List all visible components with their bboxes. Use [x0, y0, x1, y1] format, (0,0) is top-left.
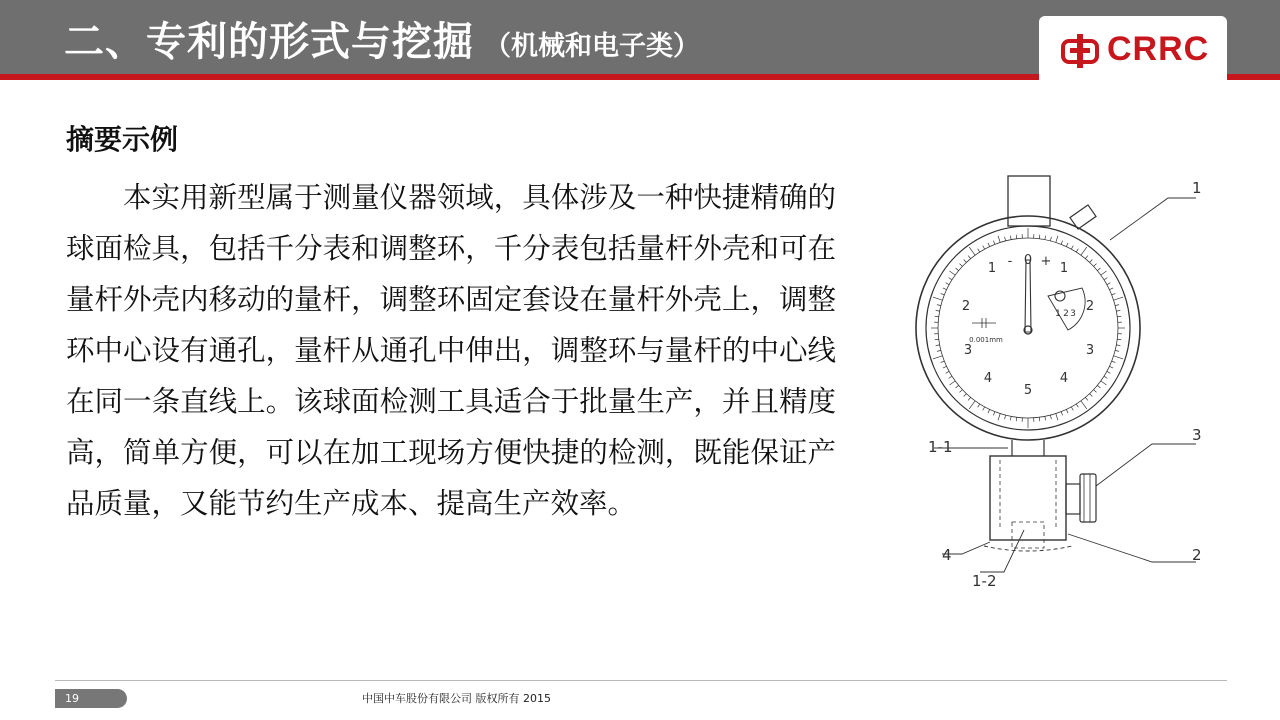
sphere-contact-line	[984, 546, 1072, 551]
sub-dial-number-1: 1	[1055, 309, 1061, 319]
dial-tick	[1016, 417, 1017, 421]
sub-dial-number-2: 2	[1063, 309, 1069, 319]
dial-tick	[1101, 271, 1107, 275]
dial-number-left-3: 3	[963, 343, 973, 358]
abstract-text: 本实用新型属于测量仪器领域，具体涉及一种快捷精确的球面检具，包括千分表和调整环，千分表包括量杆外壳和可在量杆外壳内移动的量杆，调整环固定套设在量杆外壳上，调整环中心设有通孔，量杆从通孔中伸出，调整环与量杆的中心线在同一条直线上。该球面检测工具适合于批量生产，并且精度高，简单方便，可以在加工现场方便快捷的检测，既能保证产品质量，又能节约生产成本、提高生产效率。	[66, 181, 836, 520]
side-screw-knob	[1080, 474, 1096, 522]
dial-tick	[964, 394, 967, 397]
dial-tick	[1039, 417, 1040, 421]
dial-tick	[1117, 316, 1121, 317]
dial-tick	[1115, 350, 1119, 351]
dial-tick	[937, 350, 941, 351]
dial-tick	[1016, 235, 1017, 239]
dial-tick	[959, 264, 962, 267]
dial-tick	[935, 339, 939, 340]
part-label-2: 2	[1192, 546, 1202, 564]
dial-tick	[1066, 409, 1068, 413]
dial-tick	[1109, 366, 1113, 368]
dial-number-left-4: 4	[983, 371, 993, 386]
dial-tick	[968, 397, 971, 400]
dial-tick	[1115, 305, 1119, 306]
dial-gauge-diagram	[900, 168, 1220, 598]
slide-title	[64, 10, 700, 66]
dial-tick	[964, 259, 967, 262]
dial-tick	[937, 305, 941, 306]
dial-tick	[1010, 416, 1011, 420]
dial-tick	[1085, 256, 1088, 259]
dial-tick	[998, 414, 1000, 421]
dial-tick	[933, 297, 943, 300]
dial-tick	[950, 381, 956, 385]
dial-tick	[1066, 243, 1068, 247]
dial-tick	[1056, 414, 1058, 421]
dial-tick	[1097, 385, 1100, 388]
dial-tick	[1005, 415, 1006, 419]
dial-tick	[988, 243, 990, 247]
dial-tick	[1094, 264, 1097, 267]
side-screw-base	[1066, 484, 1080, 514]
dial-tick	[949, 278, 952, 280]
dial-tick	[1071, 407, 1073, 411]
dial-tick	[1116, 310, 1120, 311]
part-label-3: 3	[1192, 426, 1202, 444]
dial-tick	[1116, 345, 1120, 346]
dial-tick	[1081, 401, 1087, 409]
dial-tick	[968, 256, 971, 259]
dial-tick	[1097, 268, 1100, 271]
sub-dial-pivot	[1055, 291, 1065, 301]
dial-tick	[946, 283, 950, 285]
adjustment-ring	[990, 456, 1066, 540]
dial-tick	[1050, 237, 1051, 241]
dial-number-right-2: 2	[1085, 299, 1095, 314]
dial-tick	[998, 236, 1000, 243]
dial-tick	[1114, 356, 1124, 359]
dial-tick	[1050, 415, 1051, 419]
dial-tick	[943, 366, 947, 368]
dial-tick	[1076, 249, 1078, 252]
dial-tick	[1061, 241, 1062, 245]
leader-line-1-2	[980, 530, 1024, 572]
dial-tick	[993, 412, 994, 416]
dial-tick	[978, 249, 980, 252]
dial-tick	[941, 293, 945, 294]
title-main: 二、专利的形式与挖掘	[64, 19, 474, 65]
dial-tick	[1090, 394, 1093, 397]
dial-tick	[1076, 404, 1078, 407]
dial-tick	[941, 361, 945, 362]
logo-text: CRRC	[1107, 30, 1210, 68]
dial-plus: +	[1040, 254, 1052, 269]
page-number-badge: 19	[55, 689, 127, 708]
leader-line-1	[1110, 198, 1196, 240]
dial-outer-ring	[916, 216, 1140, 440]
section-heading: 摘要示例	[66, 123, 179, 156]
crrc-logo-icon	[1061, 32, 1099, 70]
dial-tick	[950, 271, 956, 275]
dial-tick	[1112, 293, 1116, 294]
dial-needle	[1025, 260, 1031, 332]
dial-unit-text: 0.001mm	[969, 336, 1003, 344]
dial-minus: -	[1007, 254, 1013, 269]
dial-tick	[1117, 339, 1121, 340]
dial-number-bottom: 5	[1023, 383, 1033, 398]
dial-tick	[1104, 376, 1107, 378]
leader-line-2	[1068, 534, 1196, 562]
dial-number-right-3: 3	[1085, 343, 1095, 358]
dial-tick	[1112, 361, 1116, 362]
dial-tick	[978, 404, 980, 407]
dial-tick	[1085, 397, 1088, 400]
dial-tick	[983, 407, 985, 411]
dial-tick	[936, 345, 940, 346]
dial-tick	[1094, 390, 1097, 393]
dial-tick	[1039, 235, 1040, 239]
dial-number-top: 0	[1023, 253, 1033, 268]
part-label-4: 4	[942, 546, 952, 564]
dial-tick	[943, 288, 947, 290]
part-label-1-2: 1-2	[972, 572, 997, 590]
dial-tick	[936, 310, 940, 311]
dial-tick	[1101, 381, 1107, 385]
dial-tick	[1005, 237, 1006, 241]
dial-tick	[1114, 297, 1124, 300]
leader-line-3	[1096, 444, 1196, 486]
dial-tick	[969, 401, 975, 409]
part-label-1-1: 1-1	[928, 438, 953, 456]
dial-tick	[959, 390, 962, 393]
dial-tick	[969, 247, 975, 255]
dial-tick	[933, 356, 943, 359]
title-subtitle: （机械和电子类）	[484, 31, 700, 62]
logo-box	[1039, 16, 1227, 104]
dial-tick	[1071, 246, 1073, 250]
dial-tick	[1107, 283, 1111, 285]
dial-number-top-left: 1	[987, 261, 997, 276]
dial-tick	[983, 246, 985, 250]
dial-number-right-4: 4	[1059, 371, 1069, 386]
dial-tick	[1109, 288, 1113, 290]
dial-number-top-right: 1	[1059, 261, 1069, 276]
footer-copyright: 中国中车股份有限公司 版权所有 2015	[362, 692, 551, 705]
dial-tick	[956, 385, 959, 388]
dial-tick	[1056, 236, 1058, 243]
dial-tick	[946, 371, 950, 373]
footer-divider	[55, 680, 1227, 681]
sub-dial-number-3: 3	[1070, 309, 1076, 319]
dial-tick	[1081, 247, 1087, 255]
part-label-1: 1	[1192, 179, 1202, 197]
dial-tick	[993, 241, 994, 245]
gauge-top-stem	[1008, 176, 1050, 226]
dial-tick	[935, 316, 939, 317]
dial-tick	[1010, 236, 1011, 240]
dial-tick	[949, 376, 952, 378]
dial-tick	[1090, 259, 1093, 262]
dial-number-left-2: 2	[961, 299, 971, 314]
dial-tick	[956, 268, 959, 271]
dial-tick	[1061, 412, 1062, 416]
dial-tick	[1045, 416, 1046, 420]
dial-tick	[988, 409, 990, 413]
dial-tick	[1045, 236, 1046, 240]
dial-tick	[1104, 278, 1107, 280]
dial-tick	[1107, 371, 1111, 373]
